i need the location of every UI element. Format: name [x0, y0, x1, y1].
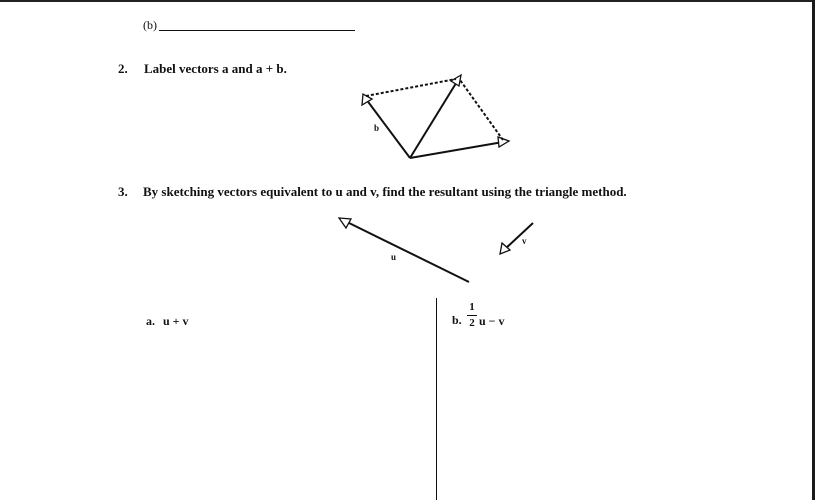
part-b-letter: b. [452, 313, 462, 327]
vector-v-line [505, 223, 533, 249]
vector-u-figure [339, 218, 469, 282]
vector-v-label: v [522, 236, 527, 246]
question-2-figure [362, 75, 509, 158]
dashed-vector-b-copy [460, 80, 503, 140]
fraction-numerator: 1 [469, 301, 475, 313]
vector-u-label: u [391, 252, 397, 262]
vector-v-figure [500, 223, 533, 254]
vector-a-plus-b-line [410, 80, 458, 158]
question-2-text: Label vectors a and a + b. [144, 61, 287, 76]
vector-b-line [366, 99, 410, 158]
vector-u-line [345, 221, 469, 282]
part-b-expression-tail: u − v [479, 314, 505, 328]
part-a-letter: a. [146, 314, 155, 328]
fraction-denominator: 2 [469, 317, 475, 329]
question-3-text: By sketching vectors equivalent to u and v, find the resultant using the triangle method. [143, 184, 627, 199]
part-b-label: (b) [143, 18, 157, 32]
vector-a-arrowhead [498, 137, 509, 147]
vector-u-arrowhead [339, 218, 351, 228]
vector-a-line [410, 142, 503, 158]
question-3-number: 3. [118, 184, 128, 199]
question-2-number: 2. [118, 61, 128, 76]
dashed-vector-a-copy [366, 79, 456, 96]
vector-b-label: b [374, 123, 380, 133]
part-a-expression: u + v [163, 314, 189, 328]
